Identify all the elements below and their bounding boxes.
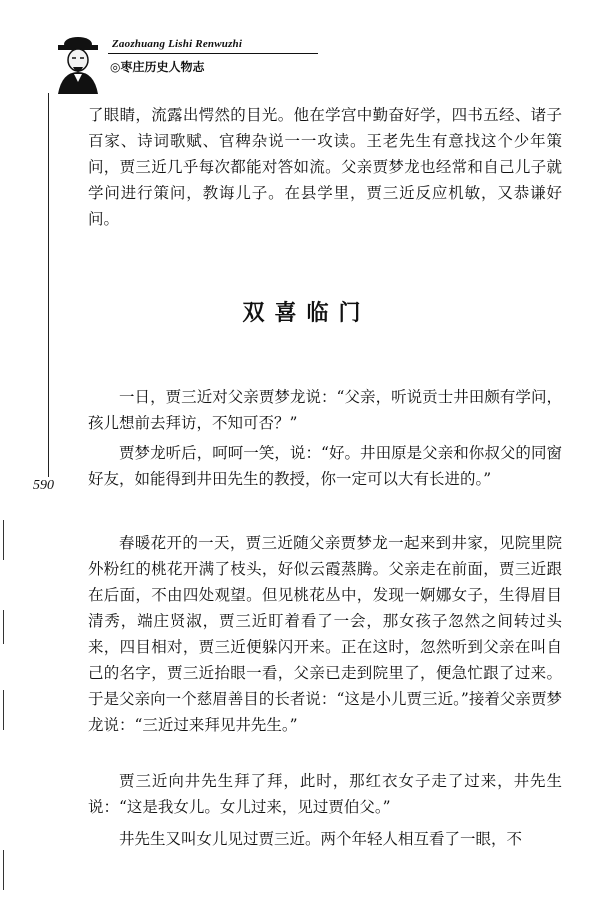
running-header xyxy=(50,30,270,100)
body-paragraph: 贾三近向井先生拜了拜，此时，那红衣女子走了过来，井先生说：“这是我女儿。女儿过来，见过贾伯父。” xyxy=(88,772,562,816)
margin-rule xyxy=(48,93,49,477)
series-title-chinese: ◎枣庄历史人物志 xyxy=(110,60,205,74)
scholar-portrait-icon xyxy=(54,34,102,94)
scan-edge-mark xyxy=(3,690,4,730)
series-title-pinyin: Zaozhuang Lishi Renwuzhi xyxy=(112,38,243,50)
page-number: 590 xyxy=(33,478,54,493)
body-paragraph: 贾梦龙听后，呵呵一笑，说：“好。井田原是父亲和你叔父的同窗好友，如能得到井田先生的教授，你一定可以大有长进的。” xyxy=(88,444,562,488)
header-rule xyxy=(108,53,318,54)
section-heading: 双喜临门 xyxy=(242,300,371,326)
body-paragraph: 井先生又叫女儿见过贾三近。两个年轻人相互看了一眼，不 xyxy=(119,830,523,848)
scan-edge-mark xyxy=(3,850,4,890)
intro-paragraph: 了眼睛，流露出愕然的目光。他在学宫中勤奋好学，四书五经、诸子百家、诗词歌赋、官稗杂说一一攻读。王老先生有意找这个少年策问，贾三近几乎每次都能对答如流。父亲贾梦龙也经常和自己儿子就学问进行策问，教诲儿子。在县学里，贾三近反应机敏，又恭谦好问。 xyxy=(88,106,562,228)
body-paragraph: 春暖花开的一天，贾三近随父亲贾梦龙一起来到井家，见院里院外粉红的桃花开满了枝头，好似云霞蒸腾。父亲走在前面，贾三近跟在后面，不由四处观望。但见桃花丛中，发现一婀娜女子，生得眉目清秀，端庄贤淑，贾三近盯着看了一会，那女孩子忽然之间转过头来，四目相对，贾三近便躲闪开来。正在这时，忽然听到父亲在叫自己的名字，贾三近抬眼一看，父亲已走到院里了，便急忙跟了过来。于是父亲向一个慈眉善目的长者说：“这是小儿贾三近。”接着父亲贾梦龙说：“三近过来拜见井先生。” xyxy=(88,534,562,734)
scan-edge-mark xyxy=(3,520,4,560)
scan-edge-mark xyxy=(3,610,4,644)
body-paragraph: 一日，贾三近对父亲贾梦龙说：“父亲，听说贡士井田颇有学问，孩儿想前去拜访，不知可否？” xyxy=(88,388,562,432)
